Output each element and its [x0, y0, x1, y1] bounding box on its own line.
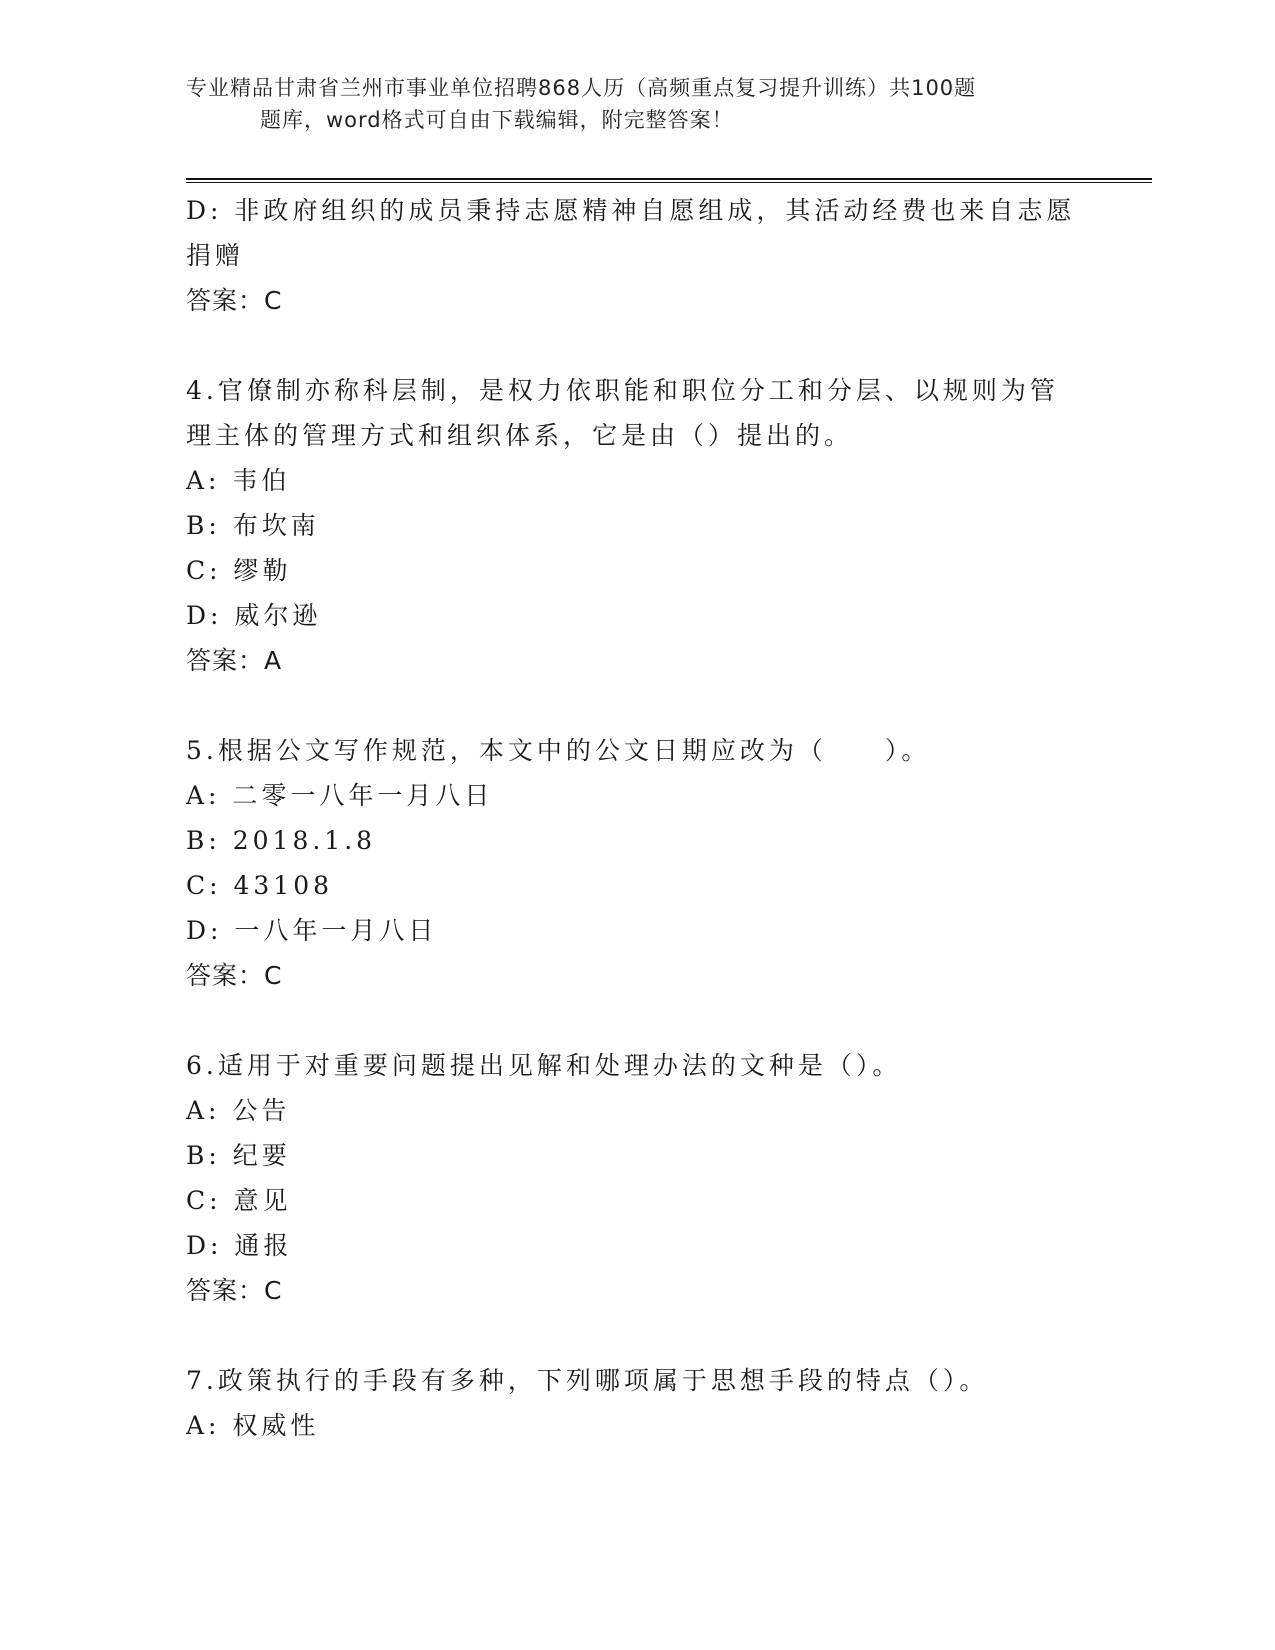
option-d: D: 一八年一月八日: [186, 916, 438, 945]
header-rule-thick: [186, 178, 1152, 180]
answer-line: 答案：A: [186, 646, 283, 675]
question-stem: 4.官僚制亦称科层制，是权力依职能和职位分工和分层、以规则为管: [186, 376, 1059, 405]
option-b: B: 布坎南: [186, 511, 320, 540]
option-d: D: 威尔逊: [186, 601, 322, 630]
option-a: A: 公告: [186, 1096, 291, 1125]
option-c: C: 43108: [186, 871, 334, 900]
answer-line: 答案：C: [186, 1276, 283, 1305]
option-d-continued: 捐赠: [186, 241, 245, 270]
question-4: [186, 368, 1086, 683]
option-b: B: 纪要: [186, 1141, 291, 1170]
question-stem: 6.适用于对重要问题提出见解和处理办法的文种是（）。: [186, 1051, 902, 1080]
question-5: [186, 728, 1086, 998]
document-body: [186, 188, 1086, 1448]
document-header: [186, 72, 1086, 136]
option-c: C: 缪勒: [186, 556, 292, 585]
option-a: A: 韦伯: [186, 466, 291, 495]
option-b: B: 2018.1.8: [186, 826, 377, 855]
question-stem-continued: 理主体的管理方式和组织体系，它是由（）提出的。: [186, 421, 854, 450]
header-title-line-2: 题库，word格式可自由下载编辑，附完整答案！: [260, 108, 734, 132]
header-title-line-1: 专业精品甘肃省兰州市事业单位招聘868人历（高频重点复习提升训练）共100题: [186, 76, 977, 100]
answer-line: 答案：C: [186, 961, 283, 990]
option-c: C: 意见: [186, 1186, 292, 1215]
answer-line: 答案：C: [186, 286, 283, 315]
question-stem: 7.政策执行的手段有多种，下列哪项属于思想手段的特点（）。: [186, 1366, 989, 1395]
question-3-tail: [186, 188, 1086, 323]
option-a: A: 权威性: [186, 1411, 320, 1440]
header-rule-thin: [186, 182, 1152, 183]
question-7: [186, 1358, 1086, 1448]
question-6: [186, 1043, 1086, 1313]
question-stem: 5.根据公文写作规范，本文中的公文日期应改为（ ）。: [186, 736, 931, 765]
option-d: D: 通报: [186, 1231, 293, 1260]
option-d: D: 非政府组织的成员秉持志愿精神自愿组成，其活动经费也来自志愿: [186, 196, 1076, 225]
option-a: A: 二零一八年一月八日: [186, 781, 494, 810]
